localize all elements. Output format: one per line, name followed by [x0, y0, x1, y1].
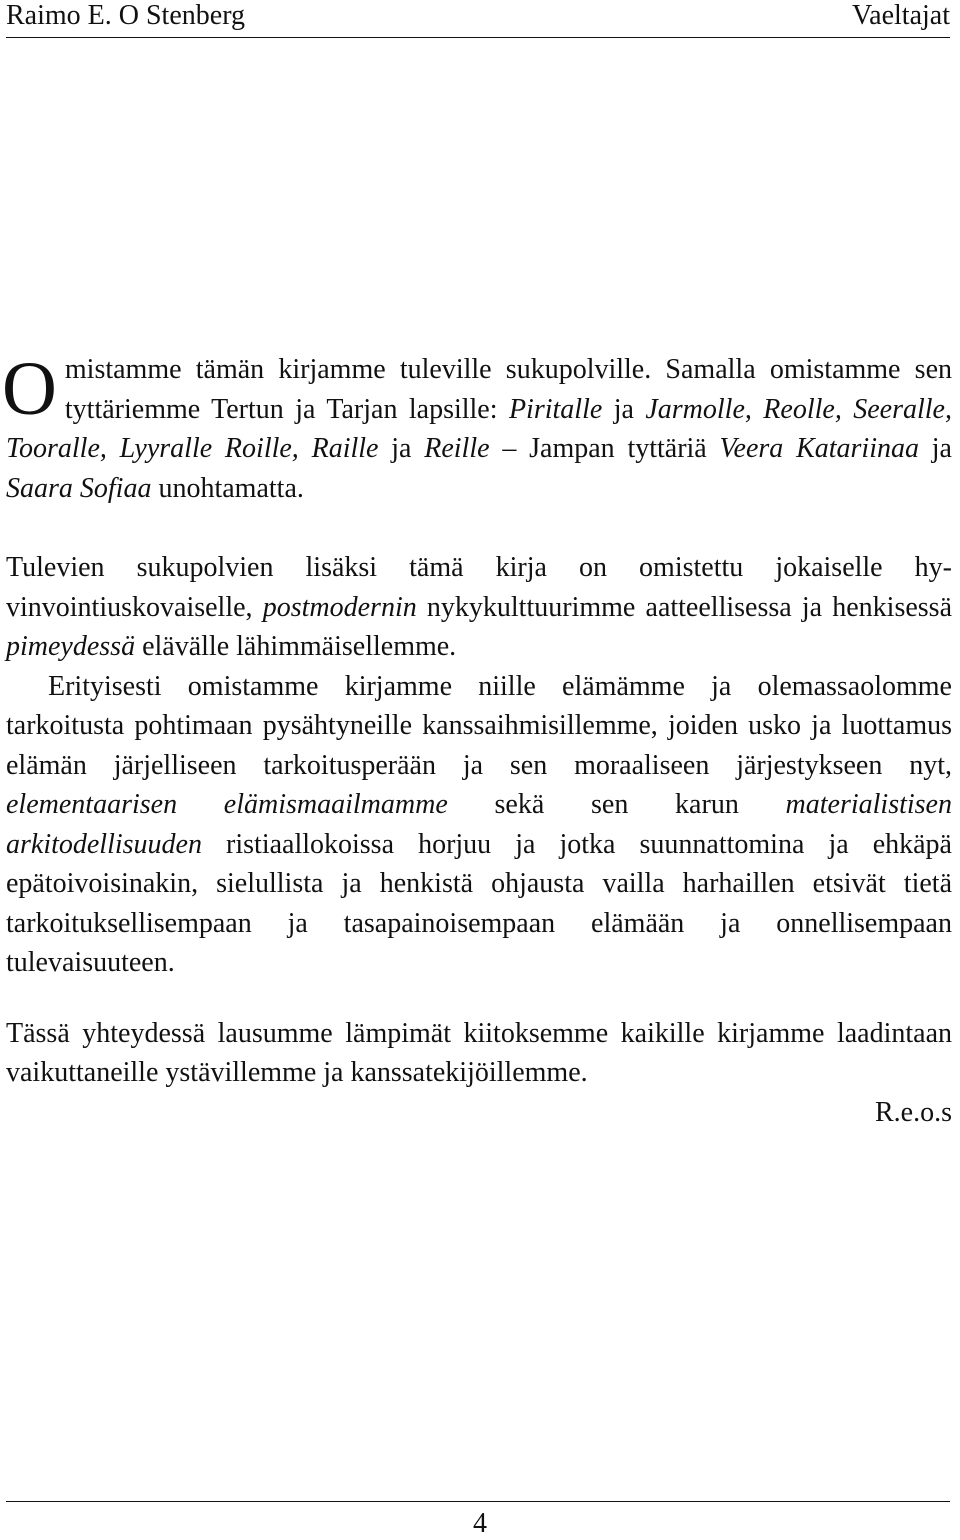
text-run: Erityisesti omistamme kirjamme niille elämämme ja olemassaolomme tarkoitusta pohtimaan pysähtyneille kanssaihmisillemme, joiden usko ja luottamus elämän järjelliseen tarkoitusperään ja sen moraaliseen järjestykseen nyt,: [6, 670, 952, 781]
italic-term: pimeydessä: [6, 631, 136, 662]
header-rule: [6, 37, 950, 38]
italic-term: postmodernin: [262, 591, 417, 623]
paragraph-gap: [6, 508, 952, 548]
footer-rule: [6, 1501, 950, 1502]
header-book-title: Vaeltajat: [852, 0, 950, 31]
italic-name: Veera Katariinaa: [719, 433, 919, 464]
text-run: ja: [378, 433, 425, 464]
italic-name: Reille: [424, 433, 490, 464]
text-run: sekä sen karun: [447, 789, 786, 820]
text-run: – Jampan tyttäriä: [489, 433, 720, 464]
text-run: ja: [918, 433, 952, 464]
header-author: Raimo E. O Stenberg: [6, 0, 246, 31]
italic-term: materialistisen arkitodellisuuden: [6, 789, 952, 860]
dedication-paragraph-1: [2, 347, 952, 508]
dedication-text: [2, 347, 952, 1132]
italic-name: Saara Sofiaa: [6, 472, 152, 504]
dedication-paragraph-3: [6, 667, 952, 983]
italic-names: Jarmolle, Reolle, Seeralle, Tooralle, Lyyralle Roille, Raille: [6, 393, 952, 464]
text-run: Tässä yhteydessä lausumme lämpimät kiitoksemme kaikille kirjamme laadintaan vaikuttaneille ystävillemme ja kanssatekijöillemme.: [6, 1017, 952, 1088]
dedication-paragraph-2: [6, 548, 952, 667]
drop-cap: O: [2, 347, 57, 431]
paragraph-gap: [6, 983, 952, 1014]
italic-name: Piritalle: [508, 393, 603, 425]
text-run: ja: [602, 393, 646, 425]
text-run: nykykulttuurimme aatteellisessa ja henkisessä: [416, 591, 952, 623]
text-run: Tulevien sukupolvien lisäksi tämä kirja on omistettu jokaiselle hyvinvointiuskovaiselle,: [6, 552, 952, 623]
text-run: mistamme tämän kirjamme tuleville sukupolville. Samalla omistamme sen tyttäriemme Tertun ja Tarjan lapsille:: [64, 354, 952, 425]
text-run: unohtamatta.: [151, 472, 304, 504]
page-header: [6, 0, 950, 36]
text-run: ristiaallokoissa horjuu ja jotka suunnattomina ja ehkäpä epätoivoisinakin, sielullista ja henkistä ohjausta vailla harhaillen etsivät tietä tarkoituksellisempaan ja tasapainoisempaan elämään ja onnellisempaan tulevaisuuteen.: [6, 828, 952, 978]
italic-term: elementaarisen elämismaailmamme: [6, 789, 448, 820]
dedication-paragraph-4: [6, 1014, 952, 1093]
text-run: elävälle lähimmäisellemme.: [135, 631, 457, 662]
page-number: 4: [473, 1508, 487, 1539]
signature: R.e.o.s: [875, 1096, 952, 1128]
